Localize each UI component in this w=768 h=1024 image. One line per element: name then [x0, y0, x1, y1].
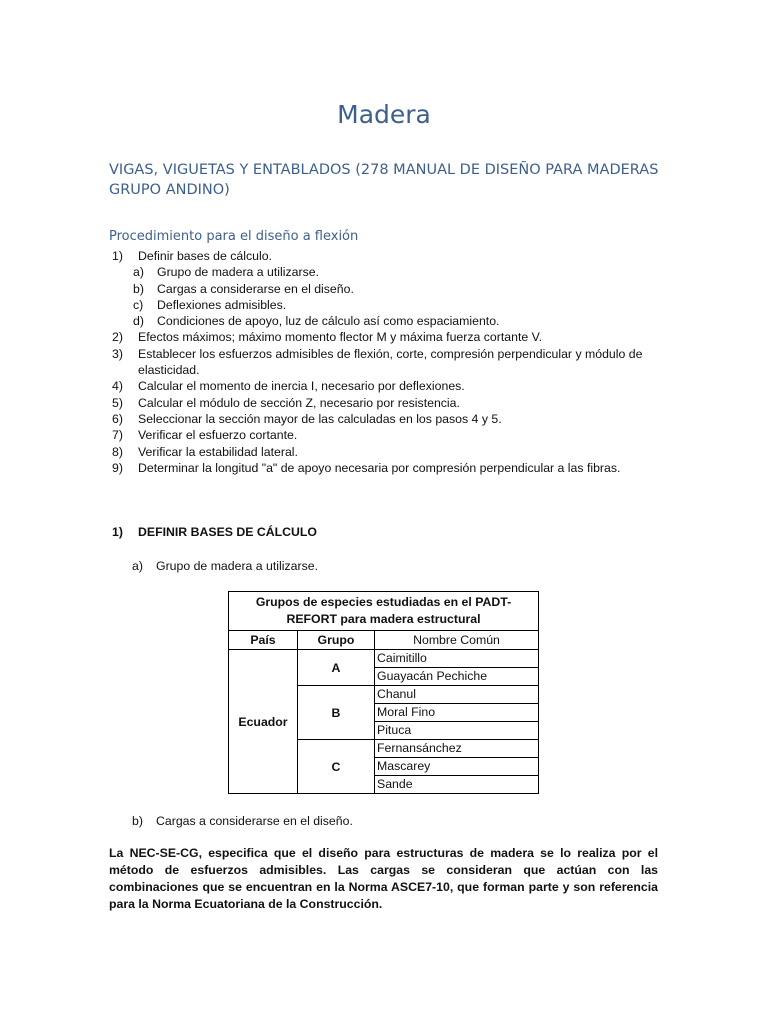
table-cell-species: Guayacán Pechiche	[375, 668, 539, 686]
list-item: 2) Efectos máximos; máximo momento flector M y máxima fuerza cortante V.	[112, 330, 543, 345]
table-cell-group: B	[298, 686, 375, 740]
list-item: 8) Verificar la estabilidad lateral.	[112, 444, 298, 459]
section-heading: VIGAS, VIGUETAS Y ENTABLADOS (278 MANUAL DE DISEÑO PARA MADERAS GRUPO ANDINO)	[109, 162, 659, 198]
table-cell-country: Ecuador	[229, 650, 298, 794]
procedure-list	[109, 248, 669, 476]
section-1-heading: 1) DEFINIR BASES DE CÁLCULO	[112, 525, 317, 539]
table-header-common-name: Nombre Común	[375, 631, 539, 650]
subsection-a-heading: a) Grupo de madera a utilizarse.	[132, 559, 318, 573]
list-item: 3) Establecer los esfuerzos admisibles de flexión, corte, compresión perpendicular y módulo de elasticidad.	[112, 346, 643, 378]
list-item: a) Grupo de madera a utilizarse.	[133, 265, 319, 280]
table-cell-species: Caimitillo	[375, 650, 539, 668]
list-item: 7) Verificar el esfuerzo cortante.	[112, 428, 298, 443]
table-cell-group: A	[298, 650, 375, 686]
body-paragraph: La NEC-SE-CG, especifica que el diseño para estructuras de madera se lo realiza por el método de esfuerzos admisibles. Las cargas se consideran que actúan con las combinaciones que se encuentran en la Norma ASCE7-10, que forman parte y son referencia para la Norma Ecuatoriana de la Construcción.	[109, 846, 658, 911]
list-item: 9) Determinar la longitud "a" de apoyo necesaria por compresión perpendicular a las fibras.	[112, 460, 621, 475]
table-header-country: País	[229, 631, 298, 650]
table-cell-species: Sande	[375, 776, 539, 794]
list-item: 5) Calcular el módulo de sección Z, necesario por resistencia.	[112, 395, 460, 410]
table-cell-species: Mascarey	[375, 758, 539, 776]
subsection-b-heading: b) Cargas a considerarse en el diseño.	[132, 814, 353, 828]
list-item: d) Condiciones de apoyo, luz de cálculo así como espaciamiento.	[133, 314, 500, 329]
list-item: b) Cargas a considerarse en el diseño.	[133, 281, 354, 296]
list-item: 6) Seleccionar la sección mayor de las calculadas en los pasos 4 y 5.	[112, 411, 502, 426]
table-caption: Grupos de especies estudiadas en el PADT-REFORT para madera estructural	[229, 592, 539, 631]
document-title: Madera	[337, 100, 431, 129]
subsection-heading: Procedimiento para el diseño a flexión	[109, 229, 359, 244]
list-item: c) Deflexiones admisibles.	[133, 297, 287, 312]
table-cell-species: Fernansánchez	[375, 740, 539, 758]
table-cell-species: Chanul	[375, 686, 539, 704]
table-cell-species: Moral Fino	[375, 704, 539, 722]
species-table	[228, 591, 539, 794]
list-item: 1) Definir bases de cálculo.	[112, 249, 272, 263]
list-item: 4) Calcular el momento de inercia I, necesario por deflexiones.	[112, 379, 465, 394]
table-cell-species: Pituca	[375, 722, 539, 740]
table-header-group: Grupo	[298, 631, 375, 650]
table-cell-group: C	[298, 740, 375, 794]
